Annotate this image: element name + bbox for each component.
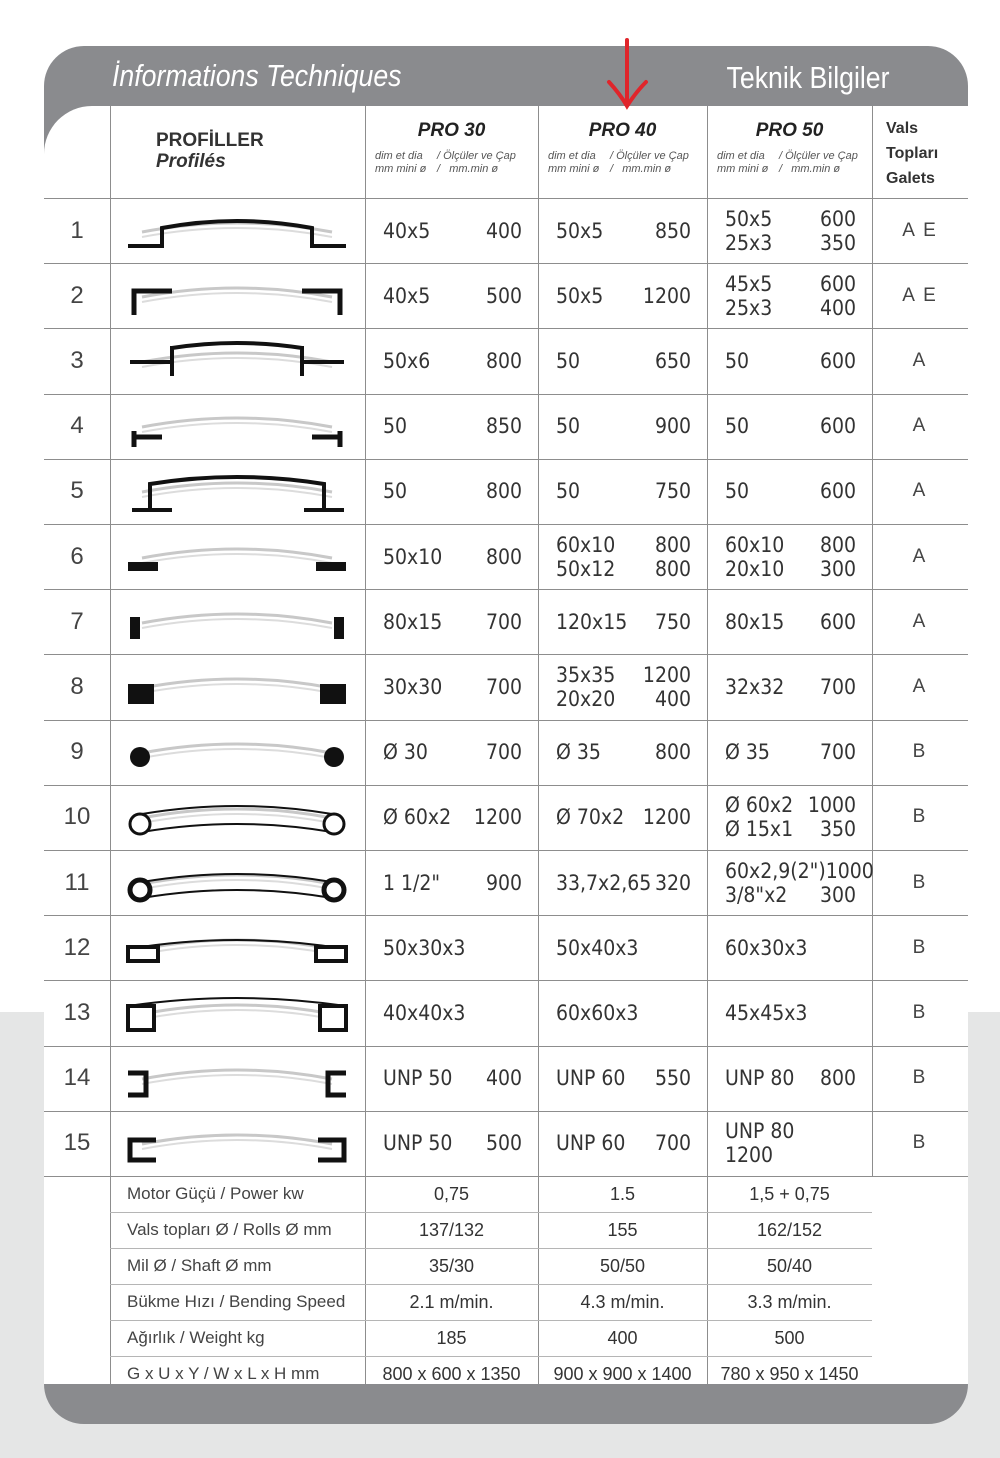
min-diameter-value: 800 (485, 348, 522, 373)
spec-value-p50: 1,5 + 0,75 (749, 1184, 830, 1204)
capacity-line (556, 533, 691, 557)
capacity-line (383, 740, 522, 764)
t-bar-up-profile-icon (122, 465, 352, 518)
dimension-value: 60x30x3 (725, 935, 808, 960)
spec-value-p30: 137/132 (418, 1220, 485, 1240)
title-turkish: Teknik Bilgiler (727, 60, 890, 95)
dimension-value: 50 (556, 414, 581, 439)
profile-capacity-p30 (383, 980, 522, 1045)
flat-bar-edge-profile-icon (122, 204, 352, 257)
capacity-line (556, 663, 691, 687)
channel-upright-profile-icon (122, 1052, 352, 1105)
profile-capacity-p50 (725, 1111, 856, 1176)
rolls-type: B (912, 806, 928, 828)
dimension-value: 80x15 (725, 609, 785, 634)
dimension-value: 45x5 (725, 271, 773, 296)
profile-capacity-p40 (556, 915, 691, 980)
min-diameter-value: 400 (485, 218, 522, 243)
dimension-value: 40x5 (383, 218, 431, 243)
min-diameter-value: 400 (654, 686, 691, 711)
min-diameter-value: 600 (819, 609, 856, 634)
spec-value-p30: 185 (436, 1328, 467, 1348)
rolls-type: A (912, 349, 928, 371)
spec-value-p40: 400 (607, 1328, 638, 1348)
profile-capacity-p40 (556, 263, 691, 328)
dimension-value: 50x5 (725, 206, 773, 231)
min-diameter-value: 850 (654, 218, 691, 243)
model-subheader-left: dim et dia mm mini ø (548, 150, 600, 175)
model-header: PRO 40 (588, 120, 657, 141)
min-diameter-value: 650 (654, 348, 691, 373)
dimension-value: 45x45x3 (725, 1000, 808, 1025)
row-number: 5 (70, 477, 84, 505)
profiles-header-fr: Profilés (156, 151, 226, 172)
profile-capacity-p50 (725, 1046, 856, 1111)
min-diameter-value: 500 (485, 1131, 522, 1156)
row-number: 1 (70, 216, 84, 244)
rolls-header-line3: Galets (886, 170, 935, 187)
spec-label: Bükme Hızı / Bending Speed (127, 1292, 346, 1311)
square-tube-profile-icon (122, 986, 352, 1039)
dimension-value: 40x40x3 (383, 1000, 466, 1025)
min-diameter-value: 800 (819, 532, 856, 557)
min-diameter-value: 600 (819, 414, 856, 439)
min-diameter-value: 700 (485, 609, 522, 634)
red-arrow-icon (604, 38, 650, 110)
dimension-value: Ø 60x2 (725, 793, 794, 818)
spec-value-p40: 1.5 (609, 1184, 636, 1204)
profile-capacity-p50 (725, 785, 856, 850)
rolls-header (886, 116, 938, 191)
profile-capacity-p40 (556, 720, 691, 785)
spec-row-divider (110, 1356, 872, 1357)
profile-capacity-p30 (383, 1111, 522, 1176)
row-number: 14 (63, 1064, 91, 1092)
dimension-value: 50x10 (383, 544, 443, 569)
title-french: İnformations Techniques (112, 58, 402, 93)
rolls-type: B (912, 741, 928, 763)
dimension-value: Ø 35 (556, 740, 601, 765)
dimension-value: 50x30x3 (383, 935, 466, 960)
min-diameter-value: 800 (485, 479, 522, 504)
profile-capacity-p50 (725, 915, 856, 980)
capacity-line (725, 740, 856, 764)
dimension-value: 50 (725, 414, 750, 439)
dimension-value: 50x5 (556, 218, 604, 243)
spec-value-p40: 155 (607, 1220, 638, 1240)
round-bar-profile-icon (122, 726, 352, 779)
dimension-value: Ø 15x1 (725, 817, 794, 842)
spec-value-p50: 50/40 (766, 1256, 813, 1276)
profile-capacity-p50 (725, 850, 874, 915)
profile-capacity-p40 (556, 394, 691, 459)
rolls-type: B (912, 871, 928, 893)
min-diameter-value: 700 (485, 674, 522, 699)
row-number: 15 (63, 1129, 91, 1157)
row-number: 12 (63, 933, 91, 961)
spec-label: Mil Ø / Shaft Ø mm (127, 1256, 272, 1275)
spec-value-p30: 0,75 (433, 1184, 470, 1204)
capacity-line (383, 284, 522, 308)
profile-capacity-p30 (383, 850, 522, 915)
row-number: 2 (70, 281, 84, 309)
profile-capacity-p50 (725, 459, 856, 524)
dimension-value: 60x10 (725, 532, 785, 557)
square-bar-profile-icon (122, 660, 352, 713)
dimension-value: 20x20 (556, 686, 616, 711)
profile-capacity-p40 (556, 980, 691, 1045)
rolls-type: A E (902, 284, 938, 306)
row-number: 11 (64, 868, 90, 896)
spec-value-p40: 50/50 (599, 1256, 646, 1276)
profile-capacity-p40 (556, 589, 691, 654)
capacity-line (725, 272, 856, 296)
profile-capacity-p40 (556, 1111, 691, 1176)
spec-label: Ağırlık / Weight kg (127, 1328, 265, 1347)
row-number: 3 (70, 346, 84, 374)
capacity-line (725, 1143, 856, 1167)
capacity-line (556, 219, 691, 243)
row-number: 9 (70, 738, 84, 766)
profile-capacity-p30 (383, 1046, 522, 1111)
dimension-value: UNP 50 (383, 1066, 453, 1091)
capacity-line (556, 687, 691, 711)
channel-flat-profile-icon (122, 1117, 352, 1170)
min-diameter-value: 700 (819, 674, 856, 699)
capacity-line (725, 858, 874, 883)
dimension-value: 32x32 (725, 674, 785, 699)
capacity-line (383, 479, 522, 503)
min-diameter-value: 320 (654, 870, 691, 895)
spec-value-p50: 500 (774, 1328, 805, 1348)
capacity-line (556, 557, 691, 581)
capacity-line (556, 871, 691, 895)
round-tube-profile-icon (122, 791, 352, 844)
capacity-line (725, 1001, 856, 1025)
pipe-profile-icon (122, 856, 352, 909)
profile-capacity-p40 (556, 524, 691, 589)
min-diameter-value: 300 (819, 882, 856, 907)
dimension-value: 50x6 (383, 348, 431, 373)
rolls-type: B (912, 1001, 928, 1023)
min-diameter-value: 750 (654, 609, 691, 634)
capacity-line (383, 545, 522, 569)
flat-bar-flat-profile-icon (122, 269, 352, 322)
capacity-line (383, 610, 522, 634)
model-subheader-right: / Ölçüler ve Çap / mm.min ø (437, 150, 516, 175)
rolls-type: A (912, 415, 928, 437)
dimension-value: Ø 30 (383, 740, 428, 765)
spec-value-p30: 800 x 600 x 1350 (382, 1364, 521, 1384)
min-diameter-value: 700 (819, 740, 856, 765)
dimension-value: 1200 (725, 1143, 774, 1168)
rectangular-tube-profile-icon (122, 921, 352, 974)
rolls-header-line2: Topları (886, 145, 939, 162)
min-diameter-value: 900 (485, 870, 522, 895)
dimension-value: 50x5 (556, 283, 604, 308)
spec-label: G x U x Y / W x L x H mm (127, 1364, 320, 1383)
dimension-value: UNP 80 (725, 1066, 795, 1091)
min-diameter-value: 1000 (807, 793, 856, 818)
model-subheader-right: / Ölçüler ve Çap / mm.min ø (779, 150, 858, 175)
min-diameter-value: 600 (819, 206, 856, 231)
capacity-line (725, 1119, 856, 1143)
profile-capacity-p30 (383, 328, 522, 393)
row-number: 7 (70, 607, 84, 635)
profile-capacity-p50 (725, 394, 856, 459)
profile-capacity-p40 (556, 459, 691, 524)
profile-capacity-p40 (556, 785, 691, 850)
min-diameter-value: 800 (819, 1066, 856, 1091)
capacity-line (383, 1131, 522, 1155)
capacity-line (383, 1001, 522, 1025)
spec-row-divider (110, 1248, 872, 1249)
capacity-line (556, 479, 691, 503)
profile-capacity-p50 (725, 263, 856, 328)
capacity-line (556, 1066, 691, 1090)
spec-label: Vals topları Ø / Rolls Ø mm (127, 1220, 332, 1239)
spec-value-p40: 4.3 m/min. (580, 1292, 665, 1312)
profile-capacity-p50 (725, 198, 856, 263)
capacity-line (725, 231, 856, 255)
row-number: 6 (70, 542, 84, 570)
capacity-line (383, 675, 522, 699)
capacity-line (725, 817, 856, 841)
capacity-line (556, 740, 691, 764)
profile-capacity-p30 (383, 589, 522, 654)
row-number: 8 (70, 672, 84, 700)
profiles-header (156, 130, 264, 172)
capacity-line (556, 1131, 691, 1155)
capacity-line (383, 1066, 522, 1090)
min-diameter-value: 800 (485, 544, 522, 569)
dimension-value: 33,7x2,65 (556, 870, 652, 895)
capacity-line (556, 414, 691, 438)
min-diameter-value: 1200 (473, 805, 522, 830)
capacity-line (725, 414, 856, 438)
min-diameter-value: 800 (654, 556, 691, 581)
capacity-line (383, 349, 522, 373)
dimension-value: 50 (725, 479, 750, 504)
spec-row-divider (110, 1284, 872, 1285)
dimension-value: 60x10 (556, 532, 616, 557)
min-diameter-value: 600 (819, 348, 856, 373)
capacity-line (725, 793, 856, 817)
min-diameter-value: 900 (654, 414, 691, 439)
dimension-value: Ø 70x2 (556, 805, 625, 830)
dimension-value: UNP 80 (725, 1119, 795, 1144)
profile-capacity-p30 (383, 654, 522, 719)
rolls-type: B (912, 1067, 928, 1089)
model-header: PRO 30 (417, 120, 486, 141)
dimension-value: 50x40x3 (556, 935, 639, 960)
profiles-header-tr: PROFİLLER (156, 130, 264, 151)
rolls-type: A (912, 480, 928, 502)
min-diameter-value: 350 (819, 817, 856, 842)
row-number: 4 (70, 412, 84, 440)
capacity-line (556, 610, 691, 634)
rolls-type: B (912, 1132, 928, 1154)
profile-capacity-p30 (383, 915, 522, 980)
profile-capacity-p50 (725, 654, 856, 719)
dimension-value: 60x2,9(2") (725, 858, 826, 883)
capacity-line (383, 219, 522, 243)
rolls-type: A (912, 545, 928, 567)
spec-table (44, 106, 968, 1384)
capacity-line (725, 207, 856, 231)
profile-capacity-p50 (725, 524, 856, 589)
min-diameter-value: 1200 (642, 805, 691, 830)
rolls-type: A (912, 675, 928, 697)
spec-value-p50: 162/152 (756, 1220, 823, 1240)
capacity-line (556, 1001, 691, 1025)
profile-capacity-p40 (556, 1046, 691, 1111)
dimension-value: 50 (383, 414, 408, 439)
min-diameter-value: 600 (819, 479, 856, 504)
thick-flat-bar-profile-icon (122, 530, 352, 583)
profile-capacity-p40 (556, 198, 691, 263)
capacity-line (383, 936, 522, 960)
dimension-value: 60x60x3 (556, 1000, 639, 1025)
rolls-type: B (912, 936, 928, 958)
min-diameter-value: 700 (485, 740, 522, 765)
min-diameter-value: 300 (819, 556, 856, 581)
profile-capacity-p30 (383, 785, 522, 850)
profile-capacity-p30 (383, 720, 522, 785)
capacity-line (725, 533, 856, 557)
capacity-line (725, 936, 856, 960)
capacity-line (725, 557, 856, 581)
dimension-value: 35x35 (556, 662, 616, 687)
dimension-value: 50 (383, 479, 408, 504)
capacity-line (383, 871, 522, 895)
capacity-line (725, 675, 856, 699)
spec-label: Motor Güçü / Power kw (127, 1184, 304, 1203)
capacity-line (556, 805, 691, 829)
capacity-line (725, 610, 856, 634)
dimension-value: 1 1/2" (383, 870, 441, 895)
dimension-value: 25x3 (725, 295, 773, 320)
profile-capacity-p50 (725, 589, 856, 654)
profile-capacity-p30 (383, 524, 522, 589)
min-diameter-value: 800 (654, 532, 691, 557)
dimension-value: 40x5 (383, 283, 431, 308)
min-diameter-value: 1000 (825, 858, 874, 883)
profile-capacity-p30 (383, 263, 522, 328)
dimension-value: 50 (556, 479, 581, 504)
capacity-line (556, 349, 691, 373)
profile-capacity-p30 (383, 198, 522, 263)
dimension-value: 50x12 (556, 556, 616, 581)
min-diameter-value: 400 (485, 1066, 522, 1091)
row-number: 10 (63, 803, 91, 831)
min-diameter-value: 500 (485, 283, 522, 308)
profile-capacity-p50 (725, 980, 856, 1045)
dimension-value: 25x3 (725, 230, 773, 255)
capacity-line (725, 479, 856, 503)
vertical-flat-bar-profile-icon (122, 595, 352, 648)
min-diameter-value: 750 (654, 479, 691, 504)
profile-capacity-p30 (383, 394, 522, 459)
spec-value-p40: 900 x 900 x 1400 (553, 1364, 692, 1384)
model-subheader-left: dim et dia mm mini ø (375, 150, 427, 175)
profile-capacity-p40 (556, 850, 691, 915)
column-divider (110, 106, 111, 1384)
min-diameter-value: 350 (819, 230, 856, 255)
dimension-value: 120x15 (556, 609, 628, 634)
spec-value-p50: 3.3 m/min. (747, 1292, 832, 1312)
dimension-value: 80x15 (383, 609, 443, 634)
capacity-line (725, 296, 856, 320)
capacity-line (556, 936, 691, 960)
rolls-header-line1: Vals (886, 120, 919, 137)
capacity-line (725, 349, 856, 373)
dimension-value: Ø 60x2 (383, 805, 452, 830)
dimension-value: 20x10 (725, 556, 785, 581)
capacity-line (383, 805, 522, 829)
min-diameter-value: 700 (654, 1131, 691, 1156)
capacity-line (725, 883, 856, 907)
profile-capacity-p40 (556, 328, 691, 393)
dimension-value: UNP 50 (383, 1131, 453, 1156)
dimension-value: 50 (556, 348, 581, 373)
min-diameter-value: 400 (819, 295, 856, 320)
dimension-value: UNP 60 (556, 1066, 626, 1091)
profile-capacity-p30 (383, 459, 522, 524)
spec-value-p50: 780 x 950 x 1450 (720, 1364, 859, 1384)
spec-row-divider (110, 1320, 872, 1321)
t-bar-inverted-profile-icon (122, 400, 352, 453)
min-diameter-value: 550 (654, 1066, 691, 1091)
row-number: 13 (63, 998, 91, 1026)
spec-row-divider (110, 1212, 872, 1213)
capacity-line (383, 414, 522, 438)
min-diameter-value: 1200 (642, 283, 691, 308)
model-subheader-right: / Ölçüler ve Çap / mm.min ø (610, 150, 689, 175)
min-diameter-value: 850 (485, 414, 522, 439)
model-subheader-left: dim et dia mm mini ø (717, 150, 769, 175)
spec-value-p30: 35/30 (428, 1256, 475, 1276)
min-diameter-value: 1200 (642, 662, 691, 687)
dimension-value: 50 (725, 348, 750, 373)
profile-capacity-p50 (725, 328, 856, 393)
t-bar-profile-icon (122, 334, 352, 387)
profile-capacity-p50 (725, 720, 856, 785)
rolls-type: A (912, 610, 928, 632)
min-diameter-value: 600 (819, 271, 856, 296)
profile-capacity-p40 (556, 654, 691, 719)
dimension-value: Ø 35 (725, 740, 770, 765)
capacity-line (556, 284, 691, 308)
dimension-value: 3/8"x2 (725, 882, 788, 907)
row-divider (44, 1176, 968, 1177)
dimension-value: UNP 60 (556, 1131, 626, 1156)
spec-value-p30: 2.1 m/min. (409, 1292, 494, 1312)
capacity-line (725, 1066, 856, 1090)
rolls-type: A E (902, 219, 938, 241)
model-header: PRO 50 (755, 120, 824, 141)
min-diameter-value: 800 (654, 740, 691, 765)
dimension-value: 30x30 (383, 674, 443, 699)
